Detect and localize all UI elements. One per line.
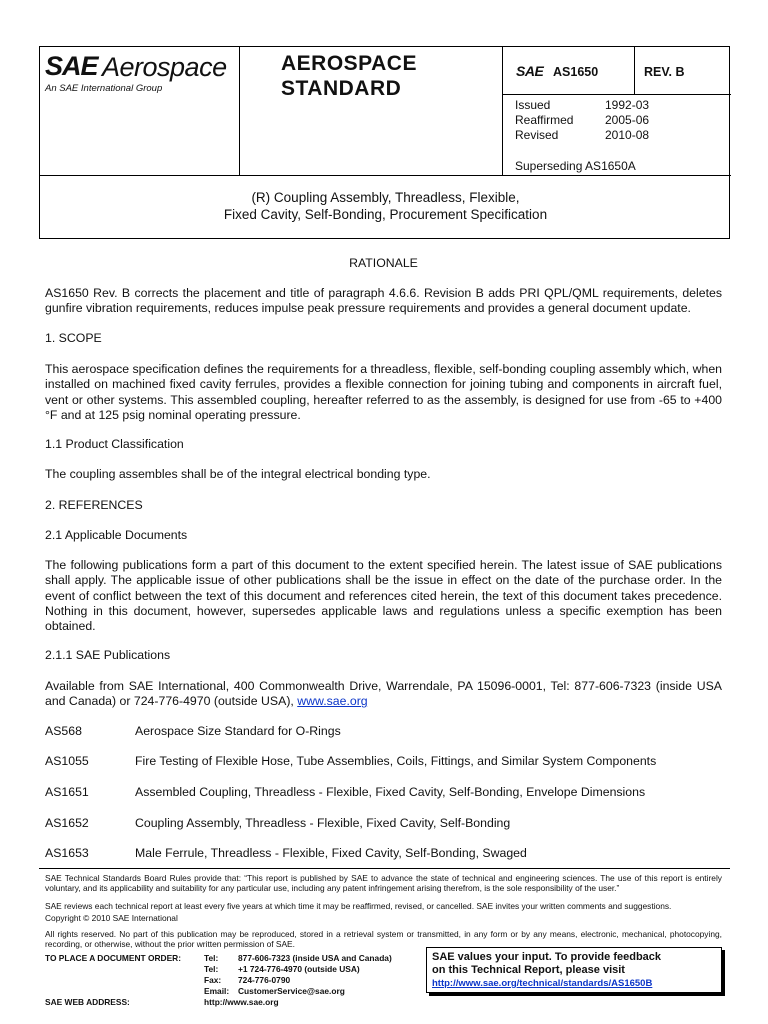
aerospace-logo-text: Aerospace bbox=[102, 52, 227, 82]
reference-row bbox=[45, 816, 510, 830]
order-line-label: Tel: bbox=[204, 953, 219, 963]
scope-heading: 1. SCOPE bbox=[45, 331, 102, 345]
date-label: Issued bbox=[515, 98, 551, 112]
order-label: TO PLACE A DOCUMENT ORDER: bbox=[45, 953, 182, 963]
reference-description: Male Ferrule, Threadless - Flexible, Fixed Cavity, Self-Bonding, Swaged bbox=[135, 846, 527, 860]
footer-notice-rules: SAE Technical Standards Board Rules provide that: “This report is published by SAE to advance the state of technical and engineering sciences. The use of this report is entirely voluntary, and its applicability and suitability for any particular use, including any patent infringement arising therefrom, is the sole responsibility of the user.” bbox=[45, 873, 722, 893]
feedback-line1: SAE values your input. To provide feedback bbox=[432, 951, 662, 963]
sae-publications-heading: 2.1.1 SAE Publications bbox=[45, 648, 171, 662]
sae-website-link[interactable]: www.sae.org bbox=[297, 694, 368, 709]
header-divider bbox=[40, 175, 731, 176]
reference-code: AS1651 bbox=[45, 785, 89, 799]
footer-copyright: Copyright © 2010 SAE International bbox=[45, 913, 178, 923]
date-table bbox=[515, 98, 649, 143]
sae-publications-body: Available from SAE International, 400 Commonwealth Drive, Warrendale, PA 15096-0001, Tel: 877-606-7323 (inside USA and Canada) or 724-776-4970 (outside USA), bbox=[45, 679, 722, 709]
order-line-value: +1 724-776-4970 (outside USA) bbox=[238, 964, 360, 974]
reference-row bbox=[45, 846, 527, 860]
date-value: 1992-03 bbox=[605, 98, 650, 112]
feedback-line2: on this Technical Report, please visit bbox=[432, 964, 625, 976]
footer-notice-review: SAE reviews each technical report at least every five years at which time it may be reaffirmed, revised, or cancelled. SAE invites your written comments and suggestions. bbox=[45, 901, 672, 911]
reference-description: Assembled Coupling, Threadless - Flexible, Fixed Cavity, Self-Bonding, Envelope Dimensions bbox=[135, 785, 646, 799]
feedback-link[interactable]: http://www.sae.org/technical/standards/AS1650B bbox=[432, 978, 653, 989]
document-title-line1: (R) Coupling Assembly, Threadless, Flexible, bbox=[251, 190, 520, 205]
date-row bbox=[515, 113, 649, 128]
web-address-value: http://www.sae.org bbox=[204, 997, 279, 1007]
references-heading: 2. REFERENCES bbox=[45, 498, 143, 512]
document-header bbox=[39, 46, 730, 239]
reference-code: AS1653 bbox=[45, 846, 89, 860]
sae-small-logo: SAE bbox=[516, 63, 544, 79]
scope-text: This aerospace specification defines the requirements for a threadless, flexible, self-bonding coupling assembly which, when installed on machined fixed cavity ferrules, provides a flexible connection for joining tubing and components in aircraft fuel, vent or other systems. This assembled coupling, hereafter referred to as the assembly, is designed for use from -65 to +400 °F and at 125 psig nominal operating pressure. bbox=[45, 362, 722, 422]
footer-divider bbox=[39, 868, 730, 869]
date-row bbox=[515, 128, 649, 143]
reference-description: Aerospace Size Standard for O-Rings bbox=[135, 724, 341, 738]
date-label: Revised bbox=[515, 128, 559, 142]
header-divider bbox=[239, 47, 240, 176]
date-label: Reaffirmed bbox=[515, 113, 574, 127]
standard-title-line1: AEROSPACE bbox=[281, 52, 417, 75]
reference-row bbox=[45, 724, 341, 738]
order-line-value: CustomerService@sae.org bbox=[238, 986, 345, 996]
header-divider bbox=[502, 47, 503, 176]
reference-description: Coupling Assembly, Threadless - Flexible, Fixed Cavity, Self-Bonding bbox=[135, 816, 511, 830]
reference-description: Fire Testing of Flexible Hose, Tube Assemblies, Coils, Fittings, and Similar System Components bbox=[135, 754, 657, 768]
header-divider bbox=[502, 94, 731, 95]
document-title-line2: Fixed Cavity, Self-Bonding, Procurement Specification bbox=[223, 207, 548, 222]
reference-code: AS568 bbox=[45, 724, 82, 738]
document-title bbox=[40, 189, 731, 223]
rationale-heading: RATIONALE bbox=[349, 256, 418, 270]
revision-label: REV. B bbox=[644, 65, 685, 79]
sae-logo: SAE bbox=[45, 51, 98, 81]
header-divider bbox=[634, 47, 635, 95]
date-value: 2005-06 bbox=[605, 113, 650, 127]
standard-title-line2: STANDARD bbox=[281, 77, 402, 100]
superseding-note: Superseding AS1650A bbox=[515, 159, 636, 173]
reference-row bbox=[45, 754, 656, 768]
order-line-label: Email: bbox=[204, 986, 230, 996]
footer-rights: All rights reserved. No part of this publication may be reproduced, stored in a retrieval system or transmitted, in any form or by any means, electronic, mechanical, photocopying, recording, or otherwise, without the prior written permission of SAE. bbox=[45, 929, 722, 949]
applicable-documents-heading: 2.1 Applicable Documents bbox=[45, 528, 188, 542]
feedback-box bbox=[426, 947, 722, 993]
standard-title bbox=[281, 51, 417, 101]
order-line-label: Fax: bbox=[204, 975, 222, 985]
date-row bbox=[515, 98, 649, 113]
logo-subtitle: An SAE International Group bbox=[45, 83, 163, 94]
reference-row bbox=[45, 785, 645, 799]
web-address-label: SAE WEB ADDRESS: bbox=[45, 997, 130, 1007]
date-value: 2010-08 bbox=[605, 128, 650, 142]
product-classification-text: The coupling assembles shall be of the integral electrical bonding type. bbox=[45, 467, 431, 481]
order-line-label: Tel: bbox=[204, 964, 219, 974]
sae-publications-text bbox=[45, 679, 722, 710]
order-line-value: 724-776-0790 bbox=[238, 975, 291, 985]
order-line-value: 877-606-7323 (inside USA and Canada) bbox=[238, 953, 392, 963]
product-classification-heading: 1.1 Product Classification bbox=[45, 437, 184, 451]
applicable-documents-text: The following publications form a part of this document to the extent specified herein. The latest issue of SAE publications shall apply. The applicable issue of other publications shall be the issue in effect on the date of the purchase order. In the event of conflict between the text of this document and references cited herein, the text of this document takes precedence. Nothing in this document, however, supersedes applicable laws and regulations unless a specific exemption has been obtained. bbox=[45, 558, 722, 634]
rationale-text: AS1650 Rev. B corrects the placement and title of paragraph 4.6.6. Revision B adds PRI QPL/QML requirements, deletes gunfire vibration requirements, reduces impulse peak pressure requirements and provides a general document update. bbox=[45, 286, 722, 316]
reference-code: AS1652 bbox=[45, 816, 89, 830]
document-number: AS1650 bbox=[553, 65, 599, 79]
reference-code: AS1055 bbox=[45, 754, 89, 768]
